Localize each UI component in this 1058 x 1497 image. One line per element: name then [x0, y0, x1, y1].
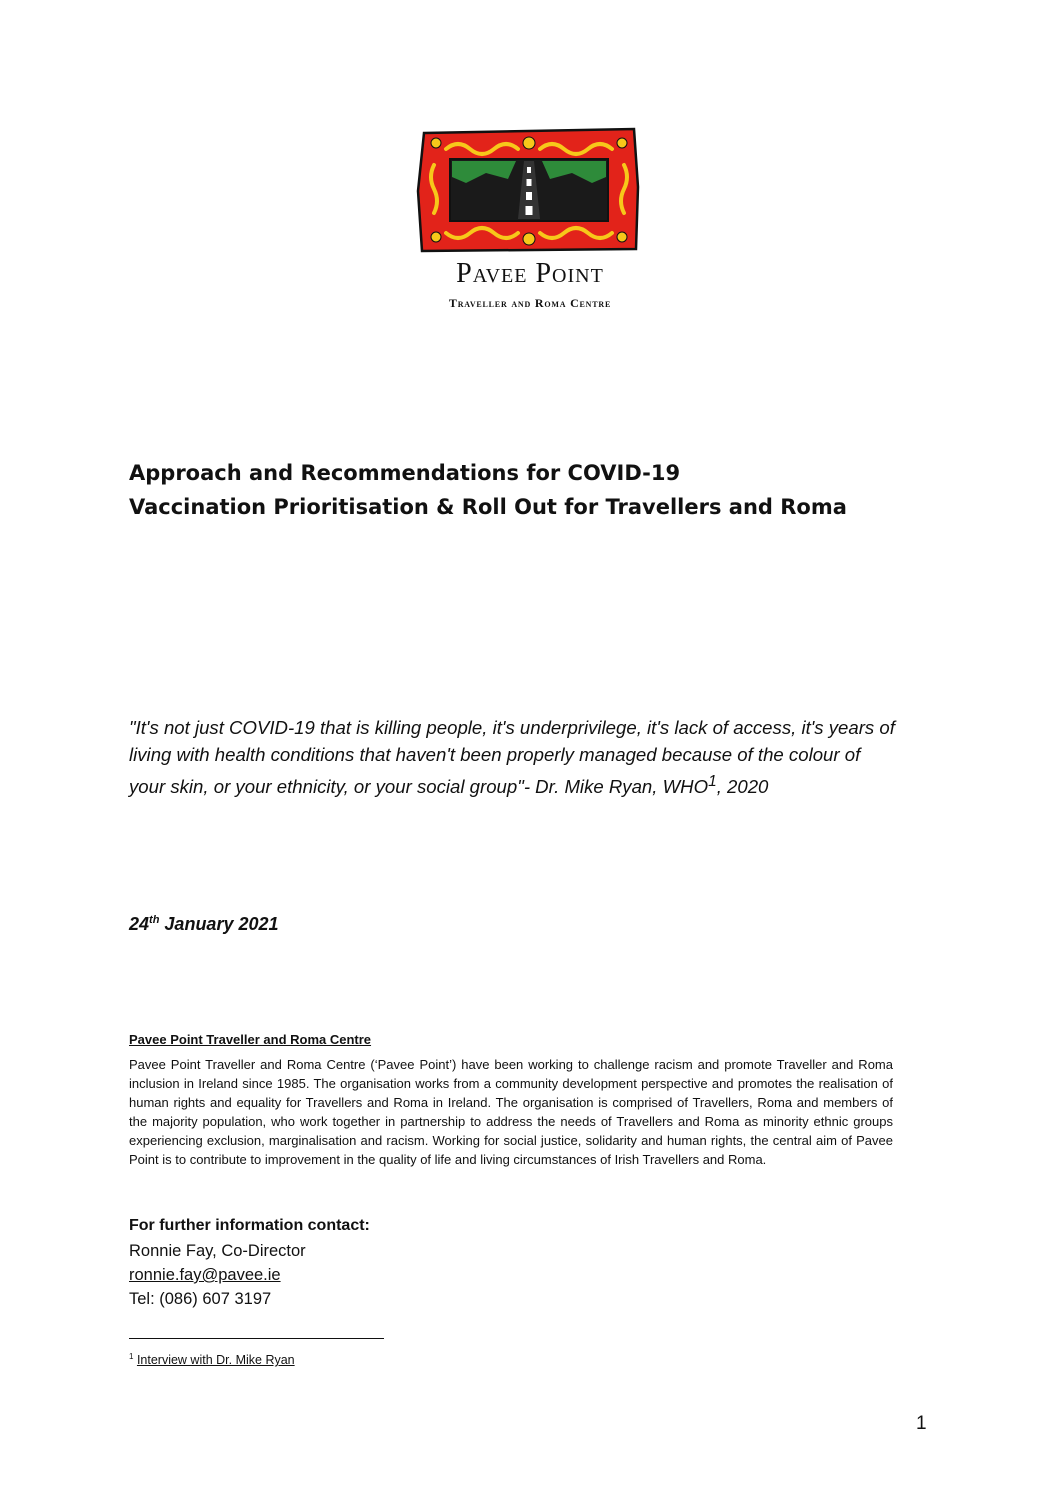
quote-text: "It's not just COVID-19 that is killing people, it's underprivilege, it's lack of access, it's years of living with health conditions that haven't been properly managed because of the colour of your skin, or your ethnicity, or your social group"- Dr. Mike Ryan, WHO — [129, 717, 895, 798]
date-day: 24 — [129, 914, 150, 934]
date-suffix: th — [149, 914, 160, 926]
footnote-divider — [129, 1338, 384, 1339]
logo-subtitle: Traveller and Roma Centre — [448, 296, 612, 310]
quote-footnote-ref: 1 — [708, 773, 717, 790]
about-heading: Pavee Point Traveller and Roma Centre — [129, 1032, 372, 1047]
footnote-number: 1 — [129, 1352, 134, 1361]
quote-year: , 2020 — [716, 776, 769, 798]
document-title-line-1: Approach and Recommendations for COVID-19 — [129, 461, 681, 485]
about-paragraph: Pavee Point Traveller and Roma Centre (‘Pavee Point’) have been working to challenge racism and promote Traveller and Roma inclusion in Ireland since 1985. The organisation works from a community development perspective and promotes the realisation of human rights and equality for Travellers and Roma in Ireland. The organisation is comprised of Travellers, Roma and members of the majority population, who work together in partnership to address the needs of Travellers and Roma as minority ethnic groups experiencing exclusion, marginalisation and racism. Working for social justice, solidarity and human rights, the central aim of Pavee Point is to contribute to improvement in the quality of life and living circumstances of Irish Travellers and Roma. — [129, 1057, 893, 1167]
footnote-link[interactable]: Interview with Dr. Mike Ryan — [136, 1353, 295, 1368]
page-number: 1 — [916, 1413, 927, 1434]
document-title — [129, 456, 929, 524]
document-title-line-2: Vaccination Prioritisation & Roll Out for Travellers and Roma — [129, 495, 847, 519]
footnote — [129, 1352, 295, 1367]
document-date — [129, 914, 279, 935]
contact-phone: Tel: (086) 607 3197 — [129, 1290, 272, 1308]
contact-heading: For further information contact: — [129, 1217, 370, 1234]
epigraph-quote — [129, 714, 899, 800]
contact-name: Ronnie Fay, Co-Director — [129, 1242, 306, 1260]
pavee-point-road-logo-icon — [416, 127, 642, 253]
logo-brand-name: Pavee Point — [456, 258, 604, 289]
contact-email-link[interactable]: ronnie.fay@pavee.ie — [129, 1266, 281, 1284]
date-rest: January 2021 — [159, 914, 279, 934]
